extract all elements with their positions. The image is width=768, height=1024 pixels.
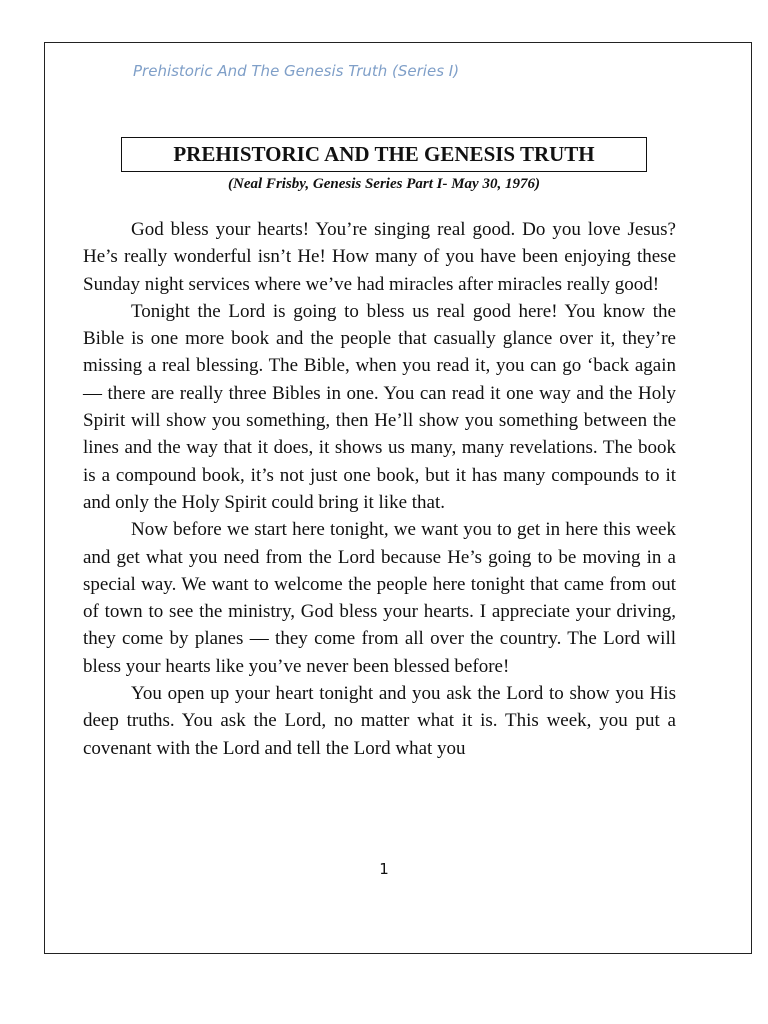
paragraph: Now before we start here tonight, we want you to get in here this week and get what you need from the Lord because He’s going to be moving in a special way. We want to welcome the people here tonight that came from out of town to see the ministry, God bless your hearts. I appreciate your driving, they come by planes — they come from all over the country. The Lord will bless your hearts like you’ve never been blessed before! <box>83 519 676 677</box>
running-header: Prehistoric And The Genesis Truth (Series I) <box>133 62 460 80</box>
paragraph: Tonight the Lord is going to bless us real good here! You know the Bible is one more book and the people that casually glance over it, they’re missing a real blessing. The Bible, when you read it, you can go ‘back again — there are really three Bibles in one. You can read it one way and the Holy Spirit will show you something, then He’ll show you something between the lines and the way that it does, it shows us many, many revelations. The book is a compound book, it’s not just one book, but it has many compounds to it and only the Holy Spirit could bring it like that. <box>83 300 676 513</box>
paragraph: God bless your hearts! You’re singing real good. Do you love Jesus? He’s really wonderful isn’t He! How many of you have been enjoying these Sunday night services where we’ve had miracles after miracles really good! <box>83 219 676 295</box>
document-title: PREHISTORIC AND THE GENESIS TRUTH <box>173 142 595 166</box>
page-number: 1 <box>379 860 389 878</box>
document-subtitle: (Neal Frisby, Genesis Series Part I- May 30, 1976) <box>228 176 540 192</box>
title-box <box>121 137 647 172</box>
paragraph: You open up your heart tonight and you ask the Lord to show you His deep truths. You ask the Lord, no matter what it is. This week, you put a covenant with the Lord and tell the Lord what you <box>83 683 676 759</box>
body-text <box>83 216 676 762</box>
